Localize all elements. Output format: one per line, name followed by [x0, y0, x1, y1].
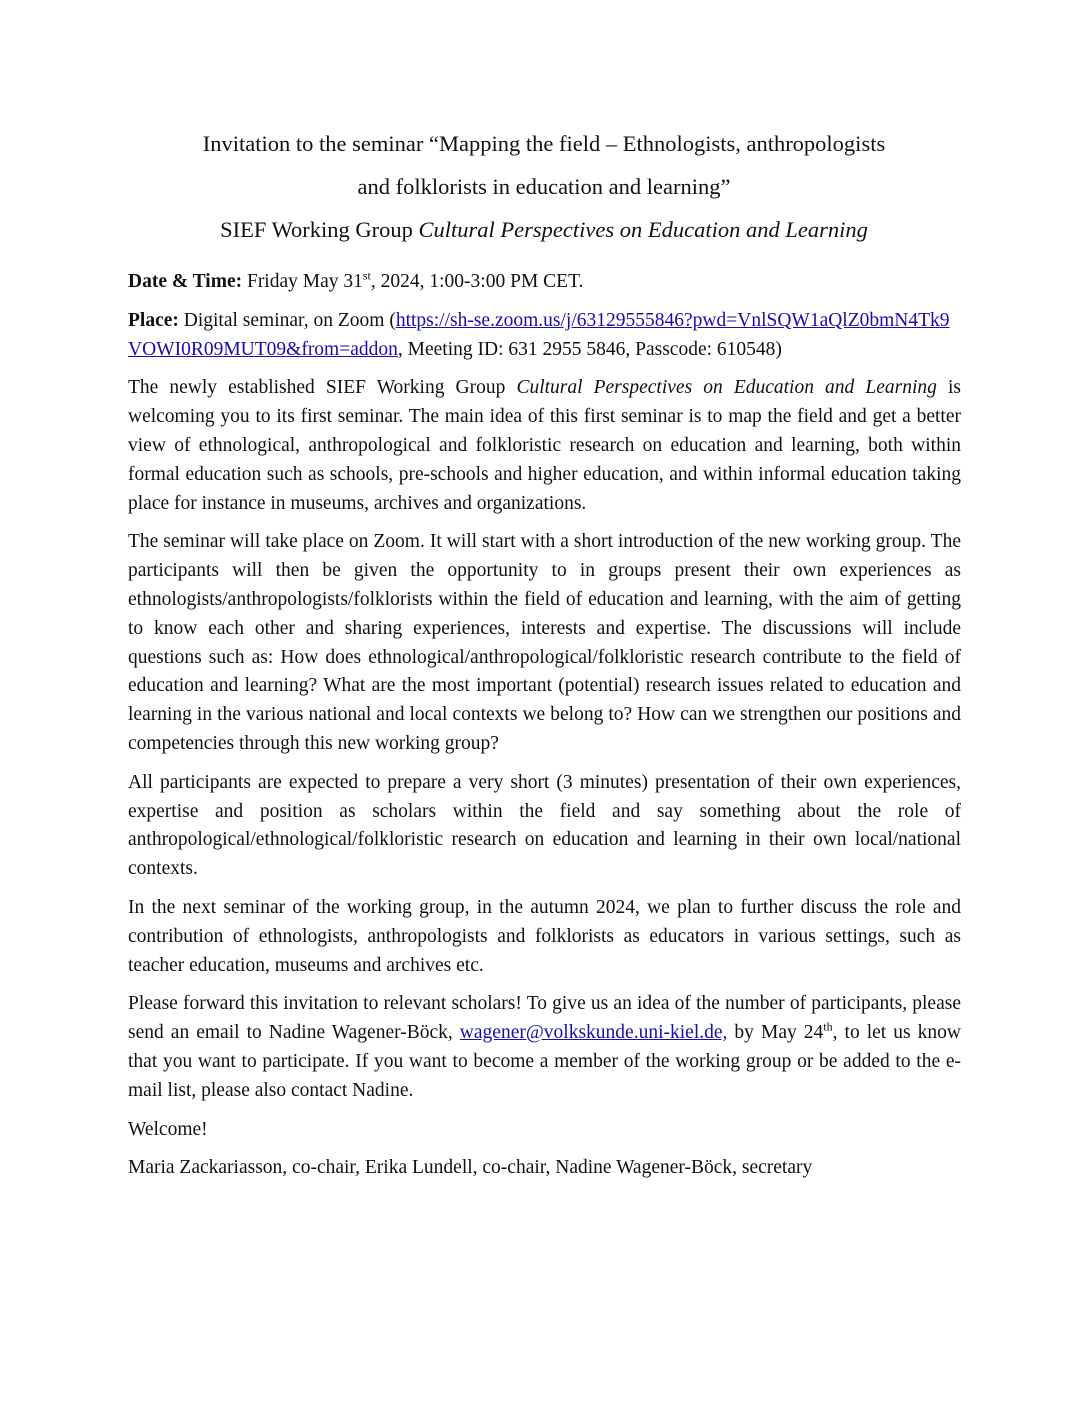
place-paragraph [128, 307, 961, 365]
forward-sup: th [823, 1019, 833, 1034]
document-heading [128, 122, 960, 251]
zoom-link[interactable]: https://sh-se.zoom.us/j/63129555846?pwd=VnlSQW1aQlZ0bmN4Tk9VOWI0R09MUT09&from=addon [128, 309, 950, 360]
next-seminar-paragraph: In the next seminar of the working group, in the autumn 2024, we plan to further discuss the role and contribution of ethnologists, anthropologists and folklorists as educators in various settings, such as teacher education, museums and archives etc. [128, 896, 961, 976]
working-group-prefix: SIEF Working Group [220, 217, 419, 242]
email-link[interactable]: wagener@volkskunde.uni-kiel.de, [459, 1022, 728, 1044]
datetime-paragraph [128, 268, 961, 297]
place-label: Place: [128, 309, 179, 331]
datetime-text-before: Friday May 31 [242, 271, 363, 292]
heading-line-2: and folklorists in education and learning” [357, 174, 731, 199]
datetime-text-after: , 2024, 1:00-3:00 PM CET. [370, 271, 584, 292]
forward-middle: by May 24 [727, 1022, 824, 1044]
working-group-name: Cultural Perspectives on Education and Learning [418, 217, 868, 242]
forward-paragraph [128, 990, 961, 1105]
signature-line: Maria Zackariasson, co-chair, Erika Lundell, co-chair, Nadine Wagener-Böck, secretary [128, 1157, 813, 1179]
place-text-before: Digital seminar, on Zoom ( [178, 309, 396, 331]
forward-after: , to let us know that you want to participate. If you want to become a member of the working group or be added to the e-mail list, please also contact Nadine. [128, 1022, 961, 1101]
intro-paragraph [128, 374, 961, 518]
working-group-line [128, 208, 960, 251]
place-text-after: , Meeting ID: 631 2955 5846, Passcode: 610548) [397, 338, 782, 360]
heading-line-1: Invitation to the seminar “Mapping the field – Ethnologists, anthropologists [202, 131, 886, 156]
welcome-line: Welcome! [128, 1118, 208, 1140]
intro-after: is welcoming you to its first seminar. The main idea of this first seminar is to map the field and get a better view of ethnological, anthropological and folkloristic research on education and learning, both within formal education such as schools, pre-schools and higher education, and within informal education taking place for instance in museums, archives and organizations. [128, 377, 961, 514]
seminar-paragraph: The seminar will take place on Zoom. It will start with a short introduction of the new working group. The participants will then be given the opportunity to in groups present their own experiences as ethnologists/anthropologists/folklorists within the field of education and learning, with the aim of getting to know each other and sharing experiences, interests and expertise. The discussions will include questions such as: How does ethnological/anthropological/folkloristic research contribute to the field of education and learning? What are the most important (potential) research issues related to education and learning in the various national and local contexts we belong to? How can we strengthen our positions and competencies through this new working group? [128, 531, 961, 754]
datetime-sup: st [362, 268, 371, 283]
forward-before: Please forward this invitation to relevant scholars! To give us an idea of the number of participants, please send an email to Nadine Wagener-Böck, [128, 993, 961, 1044]
datetime-label: Date & Time: [128, 271, 243, 292]
participants-paragraph: All participants are expected to prepare a very short (3 minutes) presentation of their own experiences, expertise and position as scholars within the field and say something about the role of anthropological/ethnological/folkloristic research on education and learning in their own local/national contexts. [128, 771, 961, 880]
document-body [128, 268, 961, 1193]
intro-group-name: Cultural Perspectives on Education and Learning [516, 377, 937, 399]
intro-before: The newly established SIEF Working Group [128, 377, 517, 399]
